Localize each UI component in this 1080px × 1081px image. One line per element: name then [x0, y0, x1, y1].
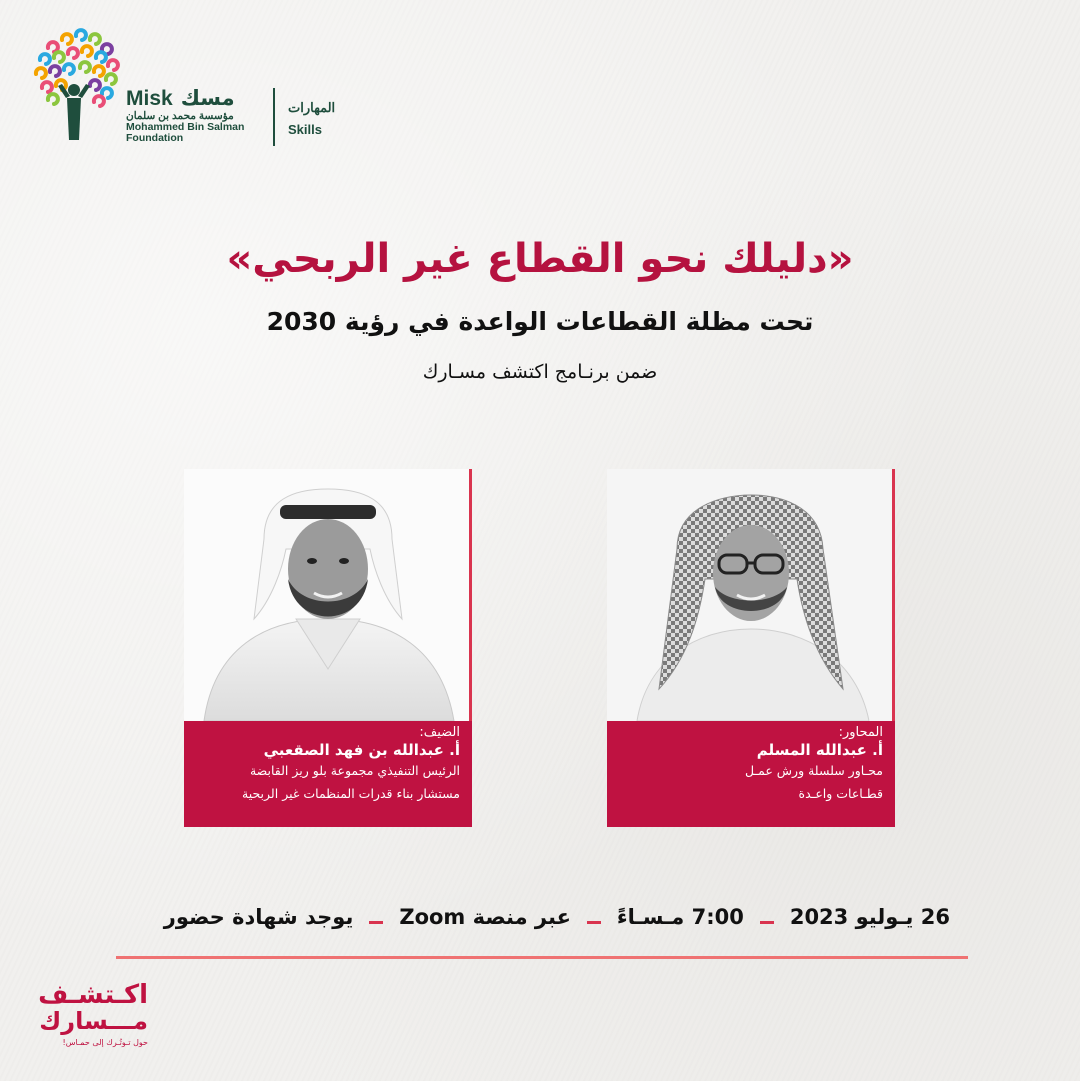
event-time: 7:00 مـسـاءً: [616, 905, 744, 929]
moderator-role-label: المحاور:: [838, 725, 883, 740]
event-title: «دليلك نحو القطاع غير الربحي»: [226, 236, 854, 282]
event-date: 26 يـوليو 2023: [789, 905, 950, 929]
guest-desc-line-2: مستشار بناء قدرات المنظمات غير الربحية: [242, 786, 460, 801]
misk-tree-icon: [28, 28, 120, 148]
explore-your-path-logo: [28, 982, 148, 1062]
skills-label-ar: المهارات: [288, 100, 336, 115]
event-platform: عبر منصة Zoom: [399, 905, 571, 929]
skills-label-en: Skills: [288, 122, 322, 137]
skills-label: [288, 100, 335, 137]
moderator-photo: [607, 469, 895, 721]
logo-divider: [273, 88, 275, 146]
explore-logo-tagline: حول تـوتُـرك إلى حمـاس!: [62, 1038, 148, 1047]
explore-logo-line-1: اكـتشـف: [38, 980, 148, 1010]
guest-portrait-icon: [184, 469, 472, 721]
guest-card: [184, 469, 472, 827]
brand-name-en: Misk: [126, 87, 173, 110]
foundation-name-en-1: Mohammed Bin Salman: [126, 121, 245, 133]
details-separator: [760, 921, 774, 924]
moderator-info-band: [607, 721, 895, 827]
program-name: ضمن برنـامج اكتشف مسـارك: [422, 361, 658, 383]
guest-role-label: الضيف:: [419, 725, 460, 740]
moderator-desc-line-1: محـاور سلسلة ورش عمـل: [745, 763, 883, 778]
explore-logo-line-2: مـــسارك: [39, 1007, 148, 1035]
details-separator: [369, 921, 383, 924]
brand-name-ar: مسك: [180, 86, 235, 110]
foundation-name-en-2: Foundation: [126, 132, 184, 144]
foundation-name-ar: مؤسسة محمد بن سلمان: [126, 110, 234, 122]
moderator-portrait-icon: [607, 469, 895, 721]
event-details: [130, 905, 950, 929]
guest-photo: [184, 469, 472, 721]
moderator-name: أ. عبدالله المسلم: [756, 741, 883, 759]
misk-logo: [28, 28, 368, 158]
guest-name: أ. عبدالله بن فهد الصقعبي: [263, 741, 460, 759]
event-subtitle: تحت مظلة القطاعات الواعدة في رؤية 2030: [266, 307, 814, 336]
moderator-card: [607, 469, 895, 827]
details-separator: [587, 921, 601, 924]
guest-info-band: [184, 721, 472, 827]
guest-desc-line-1: الرئيس التنفيذي مجموعة بلو ريز القابضة: [249, 763, 460, 778]
bottom-rule: [116, 956, 968, 959]
event-certificate: يوجد شهادة حضور: [163, 905, 354, 929]
moderator-desc-line-2: قطـاعات واعـدة: [798, 786, 883, 801]
brand-text: [126, 86, 266, 144]
